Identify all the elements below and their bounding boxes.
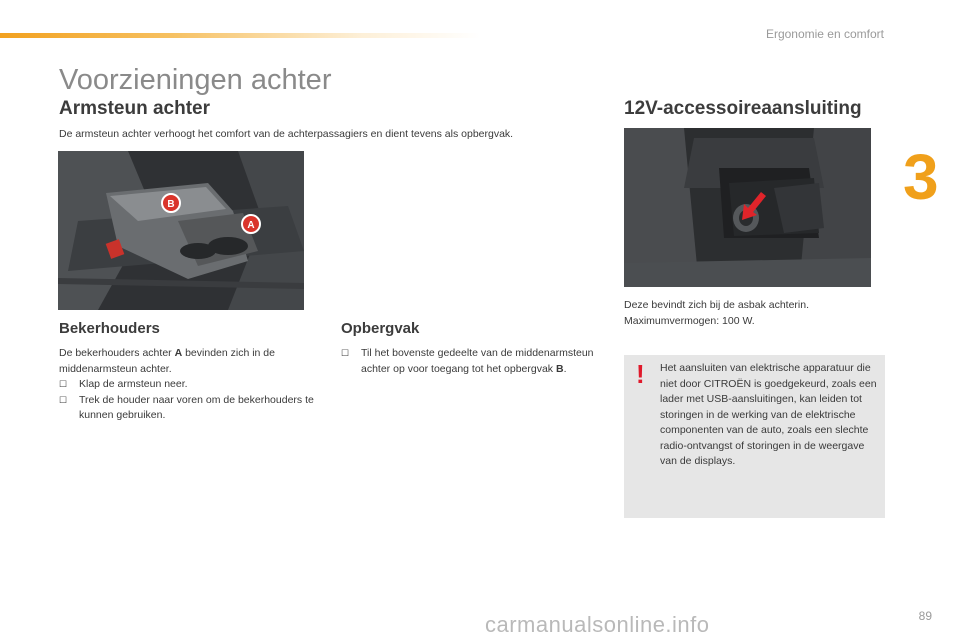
- list-item: ☐ Trek de houder naar voren om de bekerhouders te kunnen gebruiken.: [59, 393, 321, 424]
- page-title: Voorzieningen achter: [59, 64, 332, 96]
- accessoire-line2: Maximumvermogen: 100 W.: [624, 314, 755, 327]
- checkbox-icon: ☐: [59, 394, 68, 405]
- checkbox-icon: ☐: [59, 379, 68, 389]
- heading-accessoire: 12V-accessoireaansluiting: [624, 98, 862, 119]
- heading-opbergvak: Opbergvak: [341, 320, 420, 337]
- label-b-text: B: [167, 199, 175, 210]
- armrest-photo: [58, 151, 304, 310]
- warning-text: Het aansluiten van elektrische apparatuur die niet door CITROËN is goedgekeurd, zoals een lader met USB-aansluitingen, kan leiden tot storingen in de werking van de elektrische componenten van de auto, zoals een slechte radio-ontvangst of storingen in de weergave van de displays.: [660, 362, 877, 467]
- header-accent-bar: [0, 33, 480, 38]
- watermark: carmanualsonline.info: [485, 612, 710, 637]
- accessoire-text: [624, 298, 874, 329]
- heading-bekerhouders: Bekerhouders: [59, 320, 160, 337]
- armrest-illustration: [58, 151, 304, 310]
- label-a-text: A: [247, 220, 255, 231]
- bekerhouders-text: [59, 346, 321, 424]
- list-item: ☐ Til het bovenste gedeelte van de middenarmsteun achter op voor toegang tot het opbergvak B.: [341, 346, 601, 377]
- section-name: Ergonomie en comfort: [765, 27, 884, 41]
- heading-armsteun: Armsteun achter: [59, 98, 210, 119]
- checkbox-icon: ☐: [341, 348, 350, 358]
- armsteun-intro: De armsteun achter verhoogt het comfort van de achterpassagiers en dient tevens als opbergvak.: [59, 128, 514, 140]
- bekerhouders-line1: De bekerhouders achter A bevinden zich in de middenarmsteun achter.: [59, 347, 275, 375]
- warning-icon: !: [636, 359, 645, 389]
- list-item: ☐ Klap de armsteun neer.: [59, 377, 321, 393]
- accessoire-line1: Deze bevindt zich bij de asbak achterin.: [624, 299, 810, 311]
- page-number: 89: [918, 609, 932, 623]
- socket-photo: [624, 128, 871, 287]
- opbergvak-text: [341, 346, 601, 377]
- chapter-number: 3: [903, 141, 939, 213]
- warning-box: [624, 355, 885, 518]
- socket-illustration: [624, 128, 871, 287]
